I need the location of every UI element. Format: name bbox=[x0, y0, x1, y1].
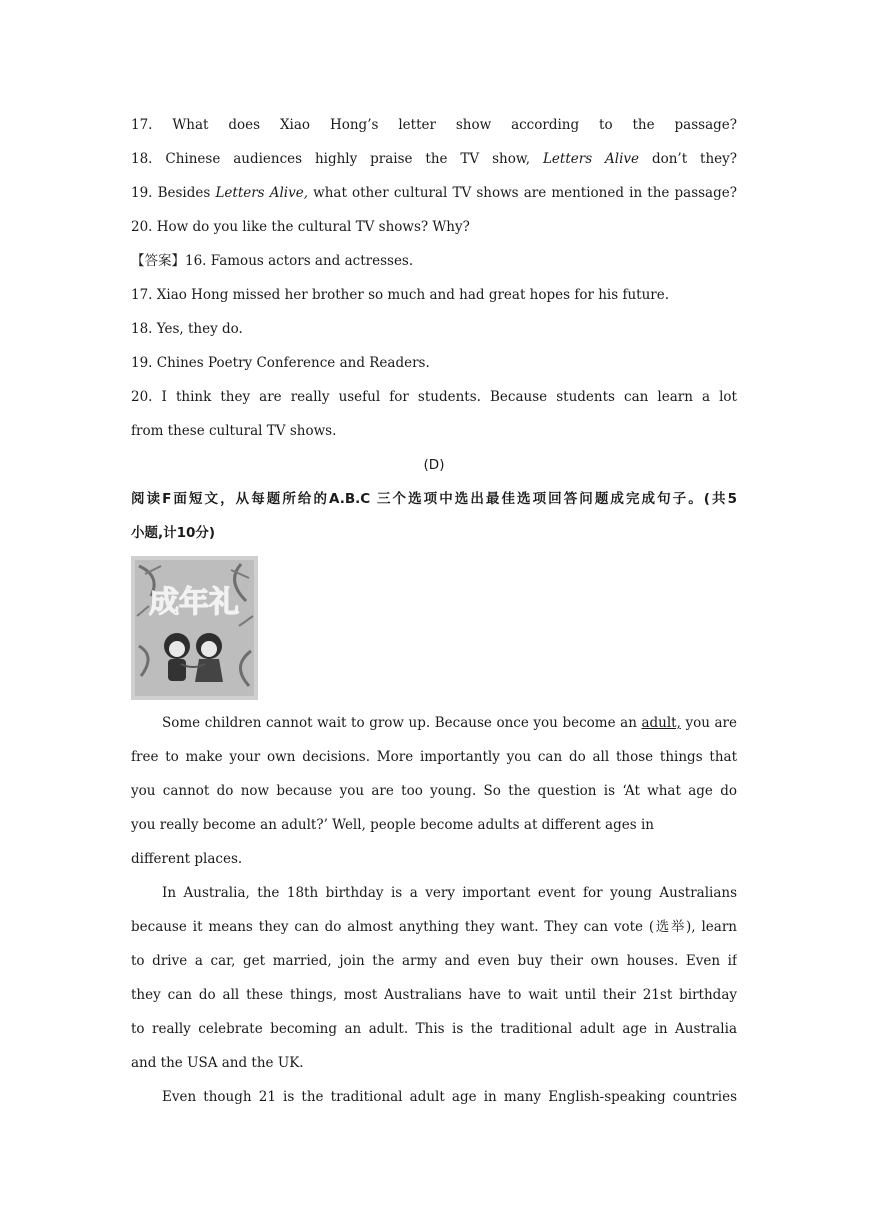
passage-p1-text-b: you are bbox=[680, 715, 737, 731]
coming-of-age-image bbox=[131, 556, 258, 700]
question-20: 20. How do you like the cultural TV shows? Why? bbox=[131, 219, 470, 235]
coming-of-age-illustration bbox=[131, 556, 258, 700]
answer-19: 19. Chines Poetry Conference and Readers. bbox=[131, 355, 430, 371]
passage-p2-line-2: because it means they can do almost anything they want. They can vote (选举), learn bbox=[131, 919, 737, 935]
section-instruction-line-1: 阅读F面短文，从每题所给的A.B.C 三个选项中选出最佳选项回答问题成完成句子。(共5 bbox=[131, 491, 737, 507]
answer-18: 18. Yes, they do. bbox=[131, 321, 243, 337]
answer-17: 17. Xiao Hong missed her brother so much and had great hopes for his future. bbox=[131, 287, 669, 303]
question-19-text-a: 19. Besides bbox=[131, 185, 216, 201]
answer-20-line-1: 20. I think they are really useful for students. Because students can learn a lot bbox=[131, 389, 737, 405]
passage-p2-line-3: to drive a car, get married, join the army and even buy their own houses. Even if bbox=[131, 953, 737, 969]
image-caption: 成年礼 bbox=[149, 585, 239, 620]
passage-p1-line-4: you really become an adult?’ Well, people become adults at different ages in bbox=[131, 817, 654, 833]
question-19-text-b: what other cultural TV shows are mentioned in the passage? bbox=[308, 185, 737, 201]
document-page bbox=[131, 108, 737, 1114]
passage-underlined-word: adult, bbox=[641, 715, 681, 731]
section-title: (D) bbox=[423, 457, 445, 473]
question-18 bbox=[131, 142, 737, 176]
passage-p2-line-6: and the USA and the UK. bbox=[131, 1055, 304, 1071]
answer-20-line-2: from these cultural TV shows. bbox=[131, 423, 337, 439]
passage-p1-line-1 bbox=[131, 706, 737, 740]
question-17: 17. What does Xiao Hong’s letter show according to the passage? bbox=[131, 117, 737, 133]
question-18-title: Letters Alive bbox=[542, 151, 640, 167]
passage-p1-line-5: different places. bbox=[131, 851, 243, 867]
answer-16: 【答案】16. Famous actors and actresses. bbox=[131, 253, 414, 269]
question-19 bbox=[131, 176, 737, 210]
question-19-title: Letters Alive, bbox=[215, 185, 309, 201]
question-18-text-b: don’t they? bbox=[639, 151, 737, 167]
passage-p2-line-5: to really celebrate becoming an adult. This is the traditional adult age in Australia bbox=[131, 1021, 737, 1037]
passage-p1-line-3: you cannot do now because you are too young. So the question is ‘At what age do bbox=[131, 783, 737, 799]
passage-p1-line-2: free to make your own decisions. More importantly you can do all those things that bbox=[131, 749, 737, 765]
question-18-text-a: 18. Chinese audiences highly praise the TV show, bbox=[131, 151, 543, 167]
section-instruction-line-2: 小题,计10分) bbox=[131, 525, 216, 541]
passage-p2-line-1: In Australia, the 18th birthday is a very important event for young Australians bbox=[162, 885, 737, 901]
passage-p3-line-1: Even though 21 is the traditional adult age in many English-speaking countries bbox=[162, 1089, 737, 1105]
passage-p2-line-4: they can do all these things, most Australians have to wait until their 21st birthday bbox=[131, 987, 737, 1003]
passage-p1-text-a: Some children cannot wait to grow up. Because once you become an bbox=[162, 715, 642, 731]
